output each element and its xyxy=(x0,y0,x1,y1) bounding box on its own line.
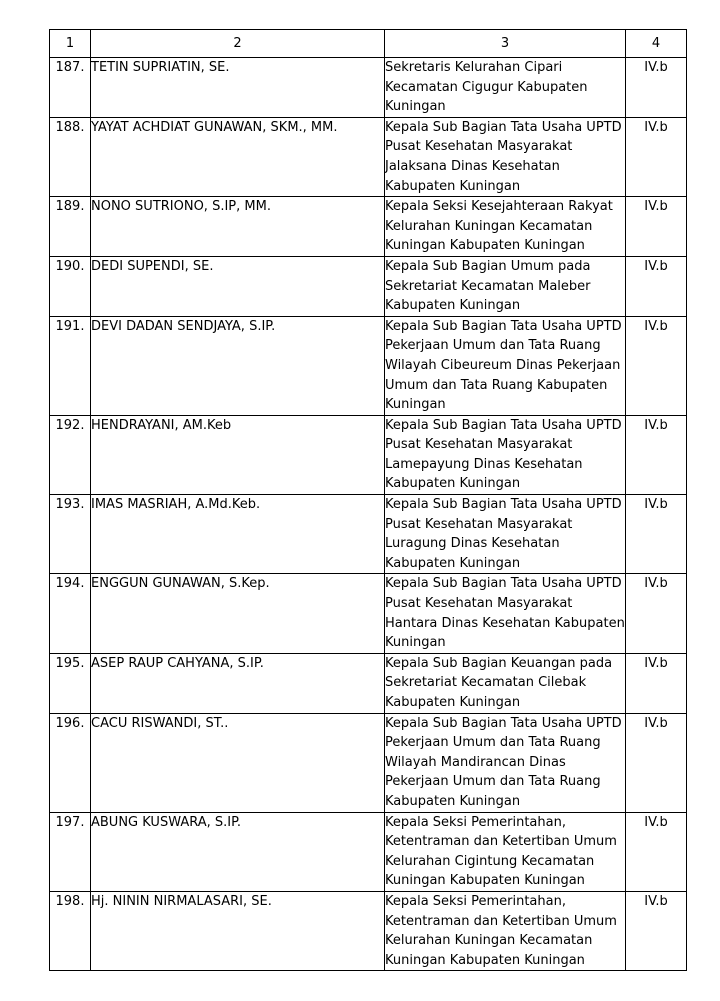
table-row xyxy=(50,812,687,891)
header-col-2: 2 xyxy=(91,30,385,58)
rank-grade: IV.b xyxy=(626,58,687,118)
employee-name: ASEP RAUP CAHYANA, S.IP. xyxy=(91,653,385,713)
position-title: Kepala Sub Bagian Tata Usaha UPTD Pekerjaan Umum dan Tata Ruang Wilayah Cibeureum Dinas Pekerjaan Umum dan Tata Ruang Kabupaten Kuningan xyxy=(385,316,626,415)
position-title: Kepala Sub Bagian Tata Usaha UPTD Pusat Kesehatan Masyarakat Hantara Dinas Kesehatan Kabupaten Kuningan xyxy=(385,574,626,653)
rank-grade: IV.b xyxy=(626,256,687,316)
position-title: Kepala Sub Bagian Tata Usaha UPTD Pekerjaan Umum dan Tata Ruang Wilayah Mandirancan Dinas Pekerjaan Umum dan Tata Ruang Kabupaten Kuningan xyxy=(385,713,626,812)
table-row xyxy=(50,316,687,415)
employee-name: NONO SUTRIONO, S.IP, MM. xyxy=(91,197,385,257)
employee-name: HENDRAYANI, AM.Keb xyxy=(91,415,385,494)
position-title: Kepala Sub Bagian Tata Usaha UPTD Pusat Kesehatan Masyarakat Luragung Dinas Kesehatan Kabupaten Kuningan xyxy=(385,495,626,574)
employee-name: DEDI SUPENDI, SE. xyxy=(91,256,385,316)
rank-grade: IV.b xyxy=(626,713,687,812)
row-number: 198. xyxy=(50,891,91,970)
table-row xyxy=(50,117,687,196)
rank-grade: IV.b xyxy=(626,415,687,494)
row-number: 188. xyxy=(50,117,91,196)
employee-name: ABUNG KUSWARA, S.IP. xyxy=(91,812,385,891)
rank-grade: IV.b xyxy=(626,574,687,653)
rank-grade: IV.b xyxy=(626,316,687,415)
row-number: 187. xyxy=(50,58,91,118)
officials-table xyxy=(49,29,687,971)
row-number: 197. xyxy=(50,812,91,891)
table-row xyxy=(50,58,687,118)
row-number: 194. xyxy=(50,574,91,653)
rank-grade: IV.b xyxy=(626,495,687,574)
employee-name: DEVI DADAN SENDJAYA, S.IP. xyxy=(91,316,385,415)
row-number: 191. xyxy=(50,316,91,415)
employee-name: ENGGUN GUNAWAN, S.Kep. xyxy=(91,574,385,653)
rank-grade: IV.b xyxy=(626,812,687,891)
row-number: 195. xyxy=(50,653,91,713)
table-row xyxy=(50,653,687,713)
table-row xyxy=(50,197,687,257)
table-row xyxy=(50,574,687,653)
position-title: Kepala Sub Bagian Umum pada Sekretariat Kecamatan Maleber Kabupaten Kuningan xyxy=(385,256,626,316)
position-title: Kepala Seksi Pemerintahan, Ketentraman dan Ketertiban Umum Kelurahan Cigintung Kecamatan Kuningan Kabupaten Kuningan xyxy=(385,812,626,891)
header-col-3: 3 xyxy=(385,30,626,58)
table-row xyxy=(50,891,687,970)
header-col-4: 4 xyxy=(626,30,687,58)
table-row xyxy=(50,256,687,316)
position-title: Kepala Sub Bagian Tata Usaha UPTD Pusat Kesehatan Masyarakat Lamepayung Dinas Kesehatan Kabupaten Kuningan xyxy=(385,415,626,494)
rank-grade: IV.b xyxy=(626,117,687,196)
table-row xyxy=(50,415,687,494)
header-col-1: 1 xyxy=(50,30,91,58)
employee-name: YAYAT ACHDIAT GUNAWAN, SKM., MM. xyxy=(91,117,385,196)
table-row xyxy=(50,495,687,574)
employee-name: IMAS MASRIAH, A.Md.Keb. xyxy=(91,495,385,574)
position-title: Kepala Sub Bagian Tata Usaha UPTD Pusat Kesehatan Masyarakat Jalaksana Dinas Kesehatan Kabupaten Kuningan xyxy=(385,117,626,196)
rank-grade: IV.b xyxy=(626,891,687,970)
row-number: 192. xyxy=(50,415,91,494)
table-body xyxy=(50,58,687,971)
employee-name: CACU RISWANDI, ST.. xyxy=(91,713,385,812)
row-number: 189. xyxy=(50,197,91,257)
employee-name: Hj. NININ NIRMALASARI, SE. xyxy=(91,891,385,970)
row-number: 196. xyxy=(50,713,91,812)
header-row xyxy=(50,30,687,58)
position-title: Kepala Seksi Pemerintahan, Ketentraman dan Ketertiban Umum Kelurahan Kuningan Kecamatan Kuningan Kabupaten Kuningan xyxy=(385,891,626,970)
rank-grade: IV.b xyxy=(626,653,687,713)
row-number: 190. xyxy=(50,256,91,316)
rank-grade: IV.b xyxy=(626,197,687,257)
position-title: Kepala Sub Bagian Keuangan pada Sekretariat Kecamatan Cilebak Kabupaten Kuningan xyxy=(385,653,626,713)
position-title: Kepala Seksi Kesejahteraan Rakyat Kelurahan Kuningan Kecamatan Kuningan Kabupaten Kuningan xyxy=(385,197,626,257)
table-row xyxy=(50,713,687,812)
position-title: Sekretaris Kelurahan Cipari Kecamatan Cigugur Kabupaten Kuningan xyxy=(385,58,626,118)
row-number: 193. xyxy=(50,495,91,574)
employee-name: TETIN SUPRIATIN, SE. xyxy=(91,58,385,118)
table-header xyxy=(50,30,687,58)
